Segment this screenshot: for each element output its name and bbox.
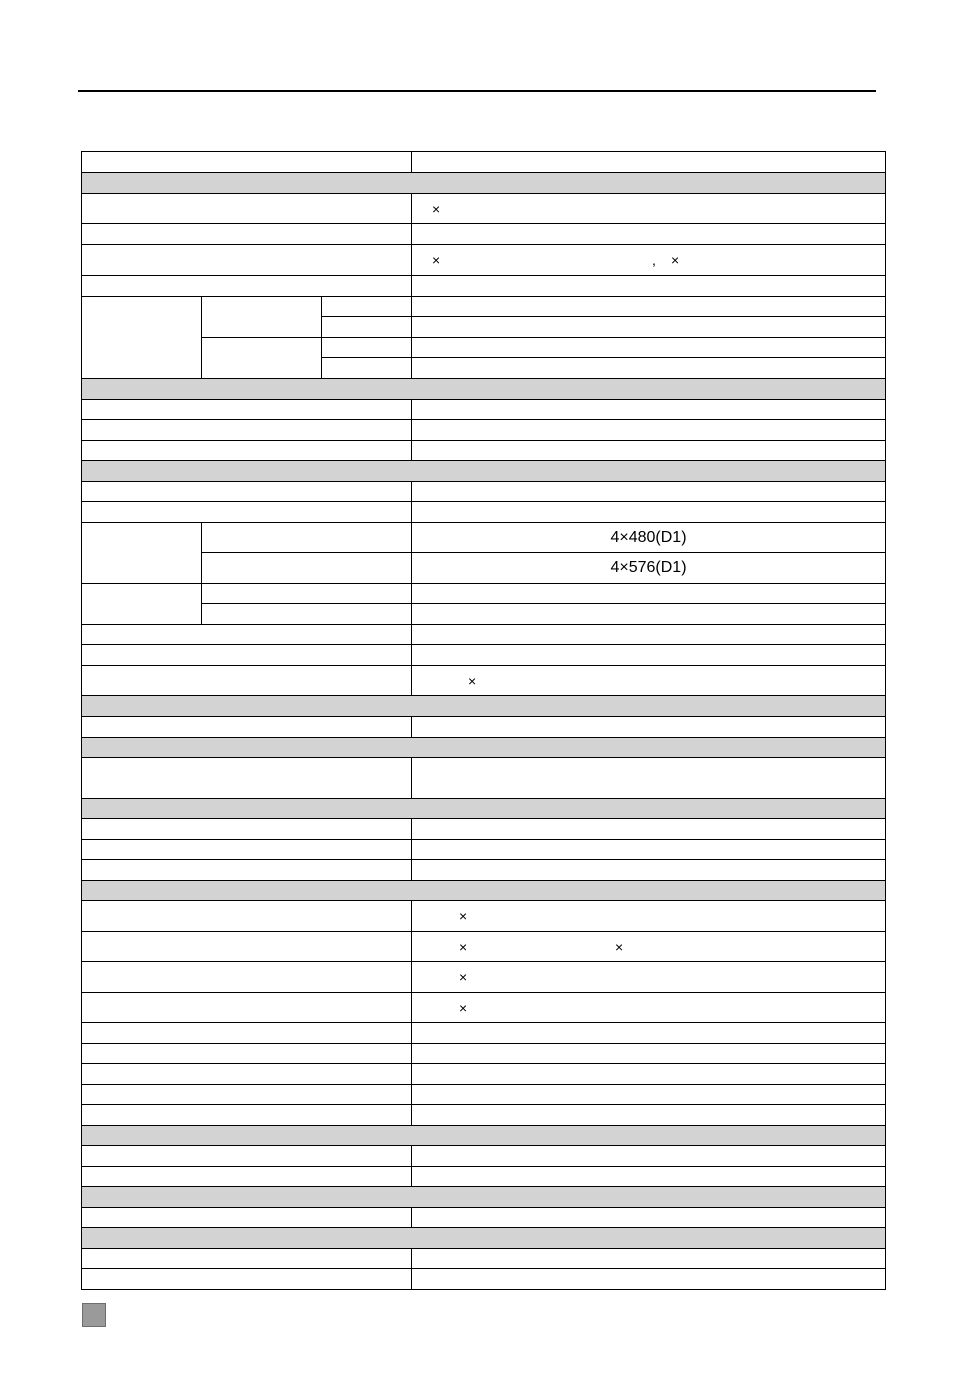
- table-row: [82, 502, 886, 523]
- table-row: [82, 1167, 886, 1187]
- table-row: [82, 993, 886, 1023]
- section-header-row: [82, 1228, 886, 1249]
- multiply-sign: ×: [432, 200, 441, 217]
- multiply-sign: ×: [459, 969, 468, 985]
- table-row: [82, 604, 886, 625]
- page-number-box: [82, 1303, 106, 1327]
- table-row: [82, 194, 886, 224]
- table-row: [82, 901, 886, 932]
- multiply-sign: ×: [468, 672, 477, 689]
- multiply-sign: ×: [459, 938, 468, 955]
- resolution-value: 4×480(D1): [610, 528, 687, 546]
- section-header-row: [82, 799, 886, 819]
- section-header-row: [82, 738, 886, 758]
- table-row: [82, 758, 886, 799]
- table-row: [82, 1105, 886, 1126]
- table-row: [82, 860, 886, 881]
- table-row: [82, 276, 886, 297]
- comma-separator: ,: [652, 252, 656, 268]
- table-row: [82, 338, 886, 358]
- table-row: [82, 523, 886, 553]
- table-row: [82, 625, 886, 645]
- multiply-sign: ×: [615, 938, 624, 955]
- section-header-row: [82, 1126, 886, 1146]
- header-rule: [78, 90, 876, 92]
- table-row: [82, 1208, 886, 1228]
- table-row: [82, 152, 886, 173]
- table-row: [82, 962, 886, 993]
- table-row: [82, 1064, 886, 1085]
- table-row: [82, 819, 886, 840]
- table-row: [82, 584, 886, 604]
- table-row: [82, 1085, 886, 1105]
- table-row: [82, 1146, 886, 1167]
- table-row: [82, 245, 886, 276]
- multiply-sign: ×: [432, 252, 441, 268]
- table-row: [82, 1269, 886, 1290]
- table-row: [82, 645, 886, 666]
- section-header-row: [82, 881, 886, 901]
- table-row: [82, 1249, 886, 1269]
- section-header-row: [82, 379, 886, 400]
- section-header-row: [82, 1187, 886, 1208]
- multiply-sign: ×: [671, 252, 680, 268]
- table-row: [82, 297, 886, 317]
- section-header-row: [82, 173, 886, 194]
- table-row: [82, 441, 886, 461]
- section-header-row: [82, 461, 886, 482]
- table-row: [82, 553, 886, 584]
- table-row: [82, 482, 886, 502]
- resolution-value: 4×576(D1): [610, 559, 687, 576]
- table-row: [82, 420, 886, 441]
- table-row: [82, 400, 886, 420]
- table-row: [82, 840, 886, 860]
- table-row: [82, 224, 886, 245]
- table-row: [82, 1023, 886, 1044]
- spec-table: [81, 151, 886, 1290]
- table-row: [82, 932, 886, 962]
- multiply-sign: ×: [459, 999, 468, 1016]
- table-row: [82, 666, 886, 696]
- table-row: [82, 1044, 886, 1064]
- section-header-row: [82, 696, 886, 717]
- multiply-sign: ×: [459, 908, 468, 924]
- table-row: [82, 717, 886, 738]
